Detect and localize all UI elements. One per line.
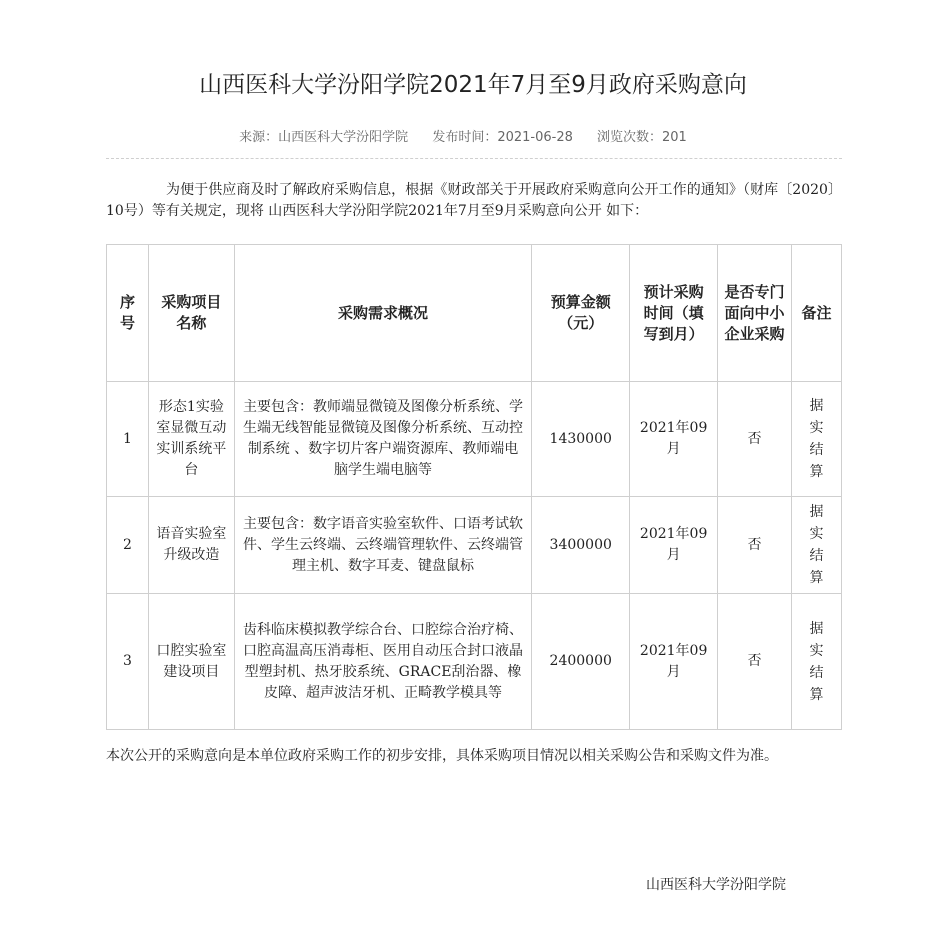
meta-published: 发布时间：2021-06-28: [432, 130, 573, 145]
cell-time: 2021年09月: [630, 594, 718, 730]
footnote-paragraph: 本次公开的采购意向是本单位政府采购工作的初步安排，具体采购项目情况以相关采购公告和采购文件为准。: [106, 748, 778, 764]
article-meta: [0, 126, 926, 145]
remark-text: 据实结算: [809, 504, 824, 586]
cell-remark: [792, 594, 842, 730]
cell-budget: 1430000: [532, 382, 630, 497]
divider: [106, 158, 842, 159]
table-row: [107, 382, 842, 497]
cell-requirement: 主要包含：数字语音实验室软件、口语考试软件、学生云终端、云终端管理软件、云终端管理主机、数字耳麦、键盘鼠标: [234, 497, 531, 594]
table-header-row: [107, 245, 842, 382]
table-row: [107, 497, 842, 594]
header-no: 序号: [107, 245, 149, 382]
cell-no: 2: [107, 497, 149, 594]
header-sme: 是否专门面向中小企业采购: [718, 245, 792, 382]
cell-no: 1: [107, 382, 149, 497]
header-remark: 备注: [792, 245, 842, 382]
cell-sme: 否: [718, 497, 792, 594]
cell-name: 语音实验室升级改造: [148, 497, 234, 594]
cell-time: 2021年09月: [630, 382, 718, 497]
cell-sme: 否: [718, 382, 792, 497]
procurement-table: [106, 244, 842, 730]
cell-budget: 3400000: [532, 497, 630, 594]
header-name: 采购项目名称: [148, 245, 234, 382]
header-time: 预计采购时间（填写到月）: [630, 245, 718, 382]
intro-paragraph: 为便于供应商及时了解政府采购信息，根据《财政部关于开展政府采购意向公开工作的通知》（财库〔2020〕10号）等有关规定，现将 山西医科大学汾阳学院2021年7月至9月采购意向公开 如下：: [106, 182, 842, 219]
header-budget: 预算金额（元）: [532, 245, 630, 382]
cell-no: 3: [107, 594, 149, 730]
table-row: [107, 594, 842, 730]
meta-source: 来源：山西医科大学汾阳学院: [239, 130, 409, 145]
cell-name: 口腔实验室建设项目: [148, 594, 234, 730]
cell-time: 2021年09月: [630, 497, 718, 594]
cell-name: 形态1实验室显微互动实训系统平台: [148, 382, 234, 497]
header-requirement: 采购需求概况: [234, 245, 531, 382]
remark-text: 据实结算: [809, 398, 824, 480]
page-title: 山西医科大学汾阳学院2021年7月至9月政府采购意向: [199, 72, 747, 98]
cell-remark: [792, 497, 842, 594]
meta-views: 浏览次数：201: [597, 130, 687, 145]
cell-remark: [792, 382, 842, 497]
cell-sme: 否: [718, 594, 792, 730]
cell-requirement: 主要包含：教师端显微镜及图像分析系统、学生端无线智能显微镜及图像分析系统、互动控制系统 、数字切片客户端资源库、教师端电脑学生端电脑等: [234, 382, 531, 497]
cell-budget: 2400000: [532, 594, 630, 730]
cell-requirement: 齿科临床模拟教学综合台、口腔综合治疗椅、口腔高温高压消毒柜、医用自动压合封口液晶型塑封机、热牙胶系统、GRACE刮治器、橡皮障、超声波洁牙机、正畸教学模具等: [234, 594, 531, 730]
remark-text: 据实结算: [809, 620, 824, 703]
signature: 山西医科大学汾阳学院: [646, 877, 786, 893]
